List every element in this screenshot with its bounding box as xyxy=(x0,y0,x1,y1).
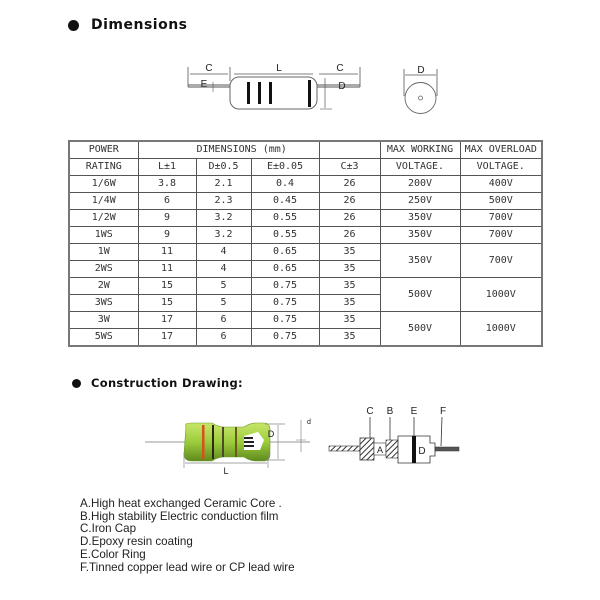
cell-d: 2.3 xyxy=(196,193,251,210)
header-e: E±0.05 xyxy=(251,159,319,176)
cell-working-voltage: 500V xyxy=(380,278,460,312)
legend-item-b: B.High stability Electric conduction film xyxy=(80,509,279,523)
label-d-small: d xyxy=(307,419,311,426)
cell-e: 0.75 xyxy=(251,329,319,347)
cell-c: 35 xyxy=(319,261,380,278)
cell-working-voltage: 350V xyxy=(380,210,460,227)
construction-title: Construction Drawing: xyxy=(91,376,243,390)
table-row xyxy=(69,210,542,227)
construction-legend xyxy=(80,498,295,574)
header-c: C±3 xyxy=(319,159,380,176)
header-dimensions: DIMENSIONS (mm) xyxy=(138,141,319,159)
construction-heading xyxy=(72,376,243,390)
legend-item-d: D.Epoxy resin coating xyxy=(80,535,193,549)
cell-e: 0.45 xyxy=(251,193,319,210)
cell-e: 0.55 xyxy=(251,227,319,244)
cell-l: 9 xyxy=(138,227,196,244)
label-d-big: D xyxy=(267,429,275,439)
resistor-photo-diagram xyxy=(140,410,320,480)
cell-c: 35 xyxy=(319,278,380,295)
legend-item-f: F.Tinned copper lead wire or CP lead wire xyxy=(80,560,295,574)
cell-l: 17 xyxy=(138,329,196,347)
cell-c: 35 xyxy=(319,312,380,329)
label-c-right: C xyxy=(336,63,344,74)
cell-l: 15 xyxy=(138,278,196,295)
cell-working-voltage: 250V xyxy=(380,193,460,210)
header-max-overload: MAX OVERLOAD xyxy=(460,141,542,159)
cell-rating: 5WS xyxy=(69,329,138,347)
header-max-working: MAX WORKING xyxy=(380,141,460,159)
dimensions-title: Dimensions xyxy=(91,17,188,33)
table-row xyxy=(69,244,542,261)
cell-overload-voltage: 400V xyxy=(460,176,542,193)
cell-d: 3.2 xyxy=(196,210,251,227)
cell-overload-voltage: 700V xyxy=(460,210,542,227)
legend-item-e: E.Color Ring xyxy=(80,547,146,561)
cell-d: 2.1 xyxy=(196,176,251,193)
cell-rating: 1/6W xyxy=(69,176,138,193)
label-d: D xyxy=(418,446,426,457)
label-e: E xyxy=(410,406,418,417)
bullet-icon xyxy=(72,379,81,388)
legend-item-a: A.High heat exchanged Ceramic Core . xyxy=(80,497,282,510)
cell-c: 26 xyxy=(319,227,380,244)
cell-l: 9 xyxy=(138,210,196,227)
cell-overload-voltage: 1000V xyxy=(460,278,542,312)
cell-c: 35 xyxy=(319,244,380,261)
dimensions-heading xyxy=(68,17,188,33)
cell-rating: 2WS xyxy=(69,261,138,278)
cell-rating: 2W xyxy=(69,278,138,295)
table-subheader-row xyxy=(69,159,542,176)
cell-e: 0.55 xyxy=(251,210,319,227)
cell-l: 17 xyxy=(138,312,196,329)
resistor-end-view-diagram xyxy=(395,60,455,120)
resistor-cutaway-diagram xyxy=(315,398,495,478)
cell-e: 0.75 xyxy=(251,295,319,312)
cell-e: 0.65 xyxy=(251,244,319,261)
cell-rating: 1/4W xyxy=(69,193,138,210)
cell-c: 26 xyxy=(319,176,380,193)
table-row xyxy=(69,176,542,193)
cell-l: 11 xyxy=(138,261,196,278)
legend-item-c: C.Iron Cap xyxy=(80,522,137,536)
label-b: B xyxy=(386,406,394,417)
cell-e: 0.4 xyxy=(251,176,319,193)
label-l: L xyxy=(276,63,282,74)
cell-rating: 1WS xyxy=(69,227,138,244)
header-overload-voltage: VOLTAGE. xyxy=(460,159,542,176)
cell-l: 6 xyxy=(138,193,196,210)
cell-c: 35 xyxy=(319,295,380,312)
cell-d: 4 xyxy=(196,244,251,261)
cell-e: 0.75 xyxy=(251,312,319,329)
label-c-left: C xyxy=(205,63,213,74)
cell-d: 5 xyxy=(196,295,251,312)
label-a: A xyxy=(376,445,384,455)
cell-l: 3.8 xyxy=(138,176,196,193)
table-row xyxy=(69,312,542,329)
bullet-icon xyxy=(68,20,79,31)
cell-rating: 3W xyxy=(69,312,138,329)
cell-c: 26 xyxy=(319,210,380,227)
header-power: POWER xyxy=(69,141,138,159)
label-d-end: D xyxy=(417,65,425,76)
label-l: L xyxy=(223,466,229,476)
header-l: L±1 xyxy=(138,159,196,176)
cell-working-voltage: 500V xyxy=(380,312,460,347)
resistor-spec-table xyxy=(68,140,543,347)
cell-rating: 1/2W xyxy=(69,210,138,227)
cell-l: 15 xyxy=(138,295,196,312)
cell-e: 0.65 xyxy=(251,261,319,278)
cell-d: 4 xyxy=(196,261,251,278)
cell-overload-voltage: 700V xyxy=(460,227,542,244)
header-blank xyxy=(319,141,380,159)
label-e: E xyxy=(200,79,208,90)
cell-c: 35 xyxy=(319,329,380,347)
cell-d: 6 xyxy=(196,312,251,329)
cell-d: 6 xyxy=(196,329,251,347)
cell-e: 0.75 xyxy=(251,278,319,295)
cell-overload-voltage: 500V xyxy=(460,193,542,210)
cell-d: 5 xyxy=(196,278,251,295)
table-row xyxy=(69,227,542,244)
label-c: C xyxy=(366,406,374,417)
label-f: F xyxy=(439,406,447,417)
header-d: D±0.5 xyxy=(196,159,251,176)
header-rating: RATING xyxy=(69,159,138,176)
cell-rating: 1W xyxy=(69,244,138,261)
header-working-voltage: VOLTAGE. xyxy=(380,159,460,176)
cell-d: 3.2 xyxy=(196,227,251,244)
cell-working-voltage: 350V xyxy=(380,227,460,244)
cell-c: 26 xyxy=(319,193,380,210)
table-row xyxy=(69,193,542,210)
table-header-row xyxy=(69,141,542,159)
cell-working-voltage: 200V xyxy=(380,176,460,193)
cell-overload-voltage: 1000V xyxy=(460,312,542,347)
cell-overload-voltage: 700V xyxy=(460,244,542,278)
table-row xyxy=(69,278,542,295)
label-d-side: D xyxy=(338,81,346,92)
cell-rating: 3WS xyxy=(69,295,138,312)
cell-l: 11 xyxy=(138,244,196,261)
cell-working-voltage: 350V xyxy=(380,244,460,278)
